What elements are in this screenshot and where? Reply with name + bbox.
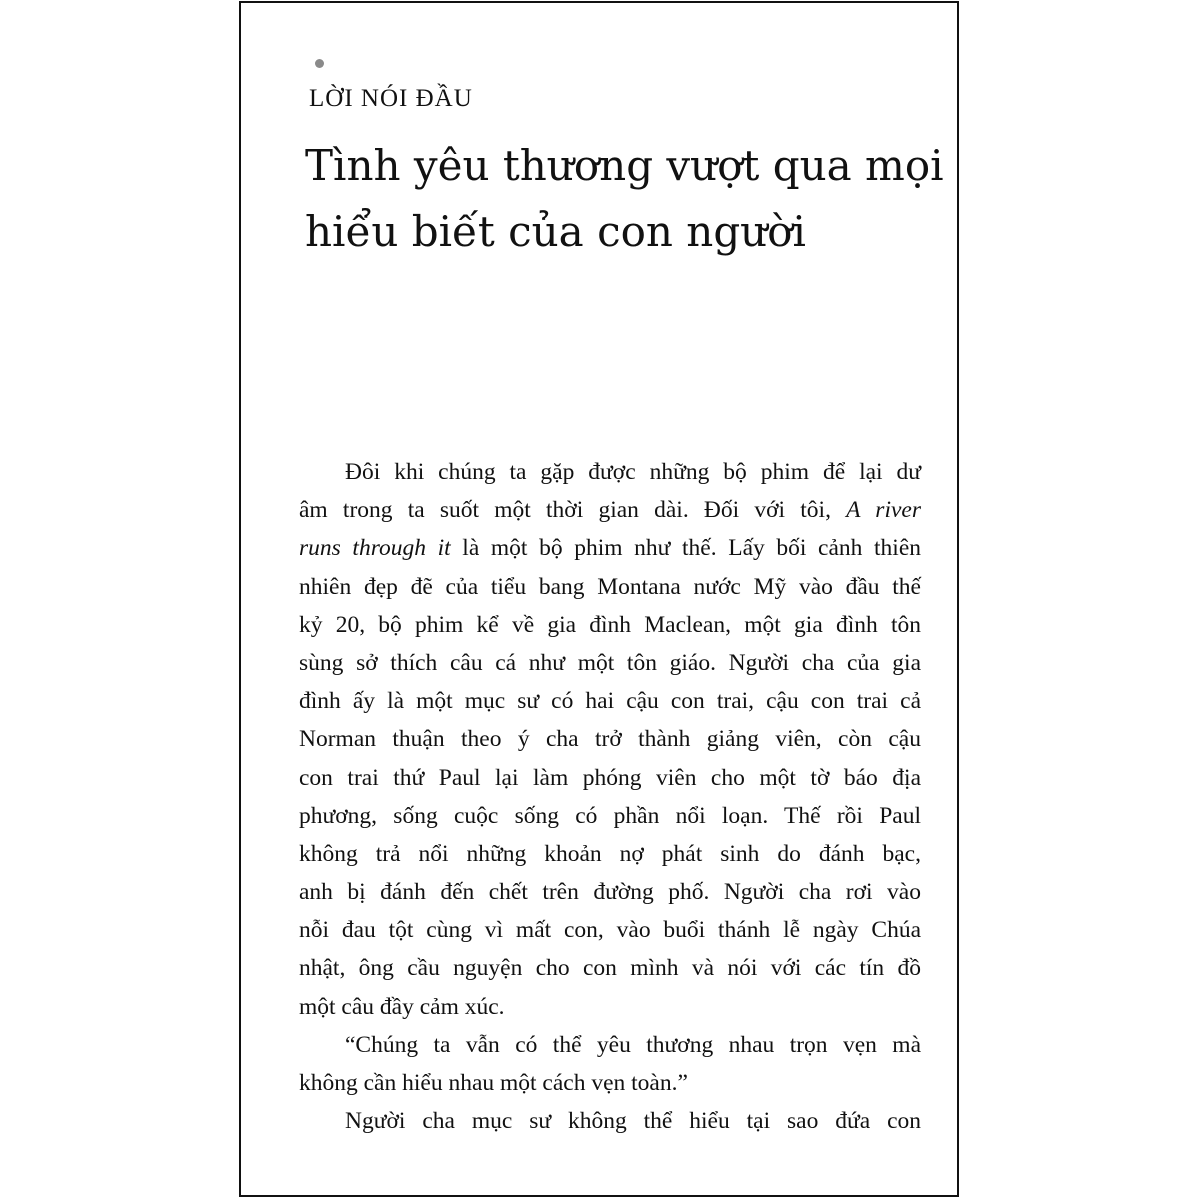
paragraph-line: không cần hiểu nhau một cách vẹn toàn.” [299,1070,688,1096]
section-label: LỜI NÓI ĐẦU [309,85,473,112]
ornament-dot [315,59,324,68]
paragraph-line: Norman thuận theo ý cha trở thành giảng viên, còn cậu [299,726,921,753]
paragraph-line: nỗi đau tột cùng vì mất con, vào buổi thánh lễ ngày Chúa [299,917,921,944]
paragraph-line: “Chúng ta vẫn có thể yêu thương nhau trọn vẹn mà [345,1031,921,1058]
paragraph-line: nhiên đẹp đẽ của tiểu bang Montana nước Mỹ vào đầu thế [299,573,921,600]
paragraph-line: sùng sở thích câu cá như một tôn giáo. Người cha của gia [299,649,921,676]
paragraph-line: Người cha mục sư không thể hiểu tại sao đứa con [345,1108,921,1135]
paragraph-line: đình ấy là một mục sư có hai cậu con trai, cậu con trai cả [299,688,921,715]
paragraph-line: phương, sống cuộc sống có phần nổi loạn. Thế rồi Paul [299,802,921,829]
paragraph-text: âm trong ta suốt một thời gian dài. Đối với tôi, [299,497,831,524]
body-text [299,453,921,1140]
book-page [239,1,959,1197]
paragraph-line [299,491,921,529]
paragraph-line [299,529,921,567]
paragraph-line: một câu đầy cảm xúc. [299,993,505,1020]
chapter-title-line: hiểu biết của con người [305,207,806,256]
paragraph-line: con trai thứ Paul lại làm phóng viên cho một tờ báo địa [299,764,921,791]
paragraph-line: anh bị đánh đến chết trên đường phố. Người cha rơi vào [299,879,921,906]
paragraph-line: không trả nổi những khoản nợ phát sinh do đánh bạc, [299,840,921,867]
paragraph-text: là một bộ phim như thế. Lấy bối cảnh thiên [462,535,922,562]
paragraph-line: Đôi khi chúng ta gặp được những bộ phim để lại dư [345,459,921,485]
movie-title-italic: A river [846,497,921,524]
paragraph-line: kỷ 20, bộ phim kể về gia đình Maclean, một gia đình tôn [299,611,921,638]
paragraph-line: nhật, ông cầu nguyện cho con mình và nói với các tín đồ [299,955,921,982]
chapter-title [305,133,945,265]
chapter-title-line: Tình yêu thương vượt qua mọi [305,141,944,190]
movie-title-italic: runs through it [299,535,451,562]
